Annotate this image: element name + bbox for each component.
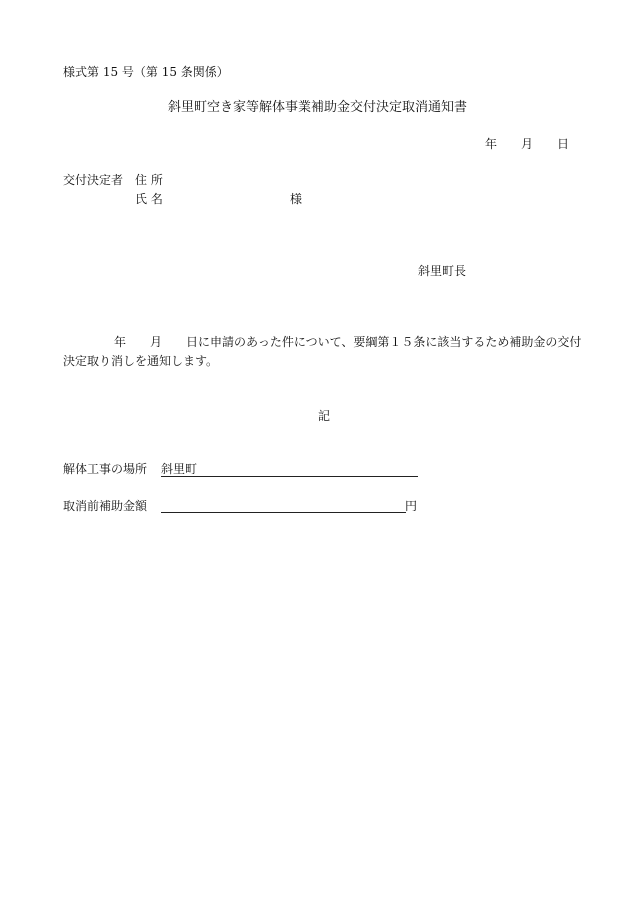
body-year: 年 [114,335,127,349]
form-number: 様式第 15 号（第 15 条関係） [63,65,229,79]
ki-marker: 記 [318,409,331,423]
site-underline [161,476,418,477]
date-year: 年 [485,137,498,151]
honorific: 様 [290,192,303,206]
body-month: 月 [150,335,163,349]
site-label: 解体工事の場所 [63,462,148,476]
body-line-1 [63,336,581,348]
body-line-2: 決定取り消しを通知します。 [63,354,219,368]
issuer: 斜里町長 [418,264,467,278]
amount-underline [161,512,406,513]
date-month: 月 [521,137,534,151]
amount-unit: 円 [405,499,418,513]
amount-label: 取消前補助金額 [63,499,148,513]
recipient-label: 交付決定者 [63,173,124,187]
address-label: 住 所 [135,173,163,187]
issue-date [485,138,569,150]
site-value: 斜里町 [161,462,198,476]
body-line-1-text: 日に申請のあった件について、要綱第１５条に該当するため補助金の交付 [186,335,582,349]
document-title: 斜里町空き家等解体事業補助金交付決定取消通知書 [168,100,468,115]
date-day: 日 [557,137,570,151]
name-label: 氏 名 [135,192,163,206]
